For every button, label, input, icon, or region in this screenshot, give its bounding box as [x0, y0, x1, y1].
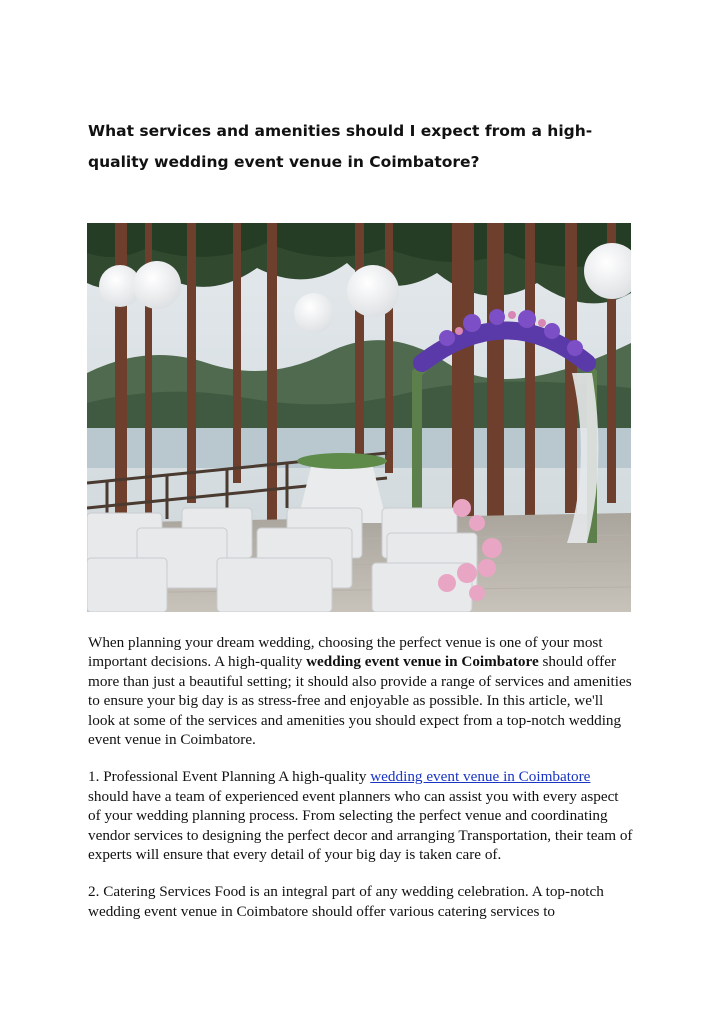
bold-keyword: wedding event venue in Coimbatore	[306, 653, 539, 671]
paragraph-text: should have a team of experienced event planners who can assist you with every aspect of your wedding planning process. From selecting the perfect venue and coordinating vendor services to designing the perfect decor and arranging Transportation, their team of experts will ensure that every detail of your big day is taken care of.	[88, 787, 633, 864]
paragraph-event-planning	[88, 767, 633, 864]
paragraph-text: When planning your dream wedding, choosing the perfect venue is one of your most important decisions. A high-quality	[88, 634, 603, 671]
paragraph-text: should offer more than just a beautiful setting; it should also provide a range of services and amenities to ensure your big day is as stress-free and enjoyable as possible. In this article, we'll look at some of the services and amenities you should expect from a top-notch wedding event venue in Coimbatore.	[88, 653, 632, 749]
wedding-venue-photo	[87, 223, 631, 612]
article-body	[88, 633, 633, 939]
venue-link[interactable]: wedding event venue in Coimbatore	[370, 768, 591, 786]
paragraph-text: 1. Professional Event Planning A high-quality	[88, 768, 371, 786]
paragraph-catering: 2. Catering Services Food is an integral part of any wedding celebration. A top-notch wedding event venue in Coimbatore should offer various catering services to	[88, 883, 604, 920]
paragraph-intro	[88, 633, 633, 749]
wedding-arch-image	[87, 223, 631, 612]
page-title: What services and amenities should I expect from a high-quality wedding event venue in Coimbatore?	[88, 122, 593, 171]
